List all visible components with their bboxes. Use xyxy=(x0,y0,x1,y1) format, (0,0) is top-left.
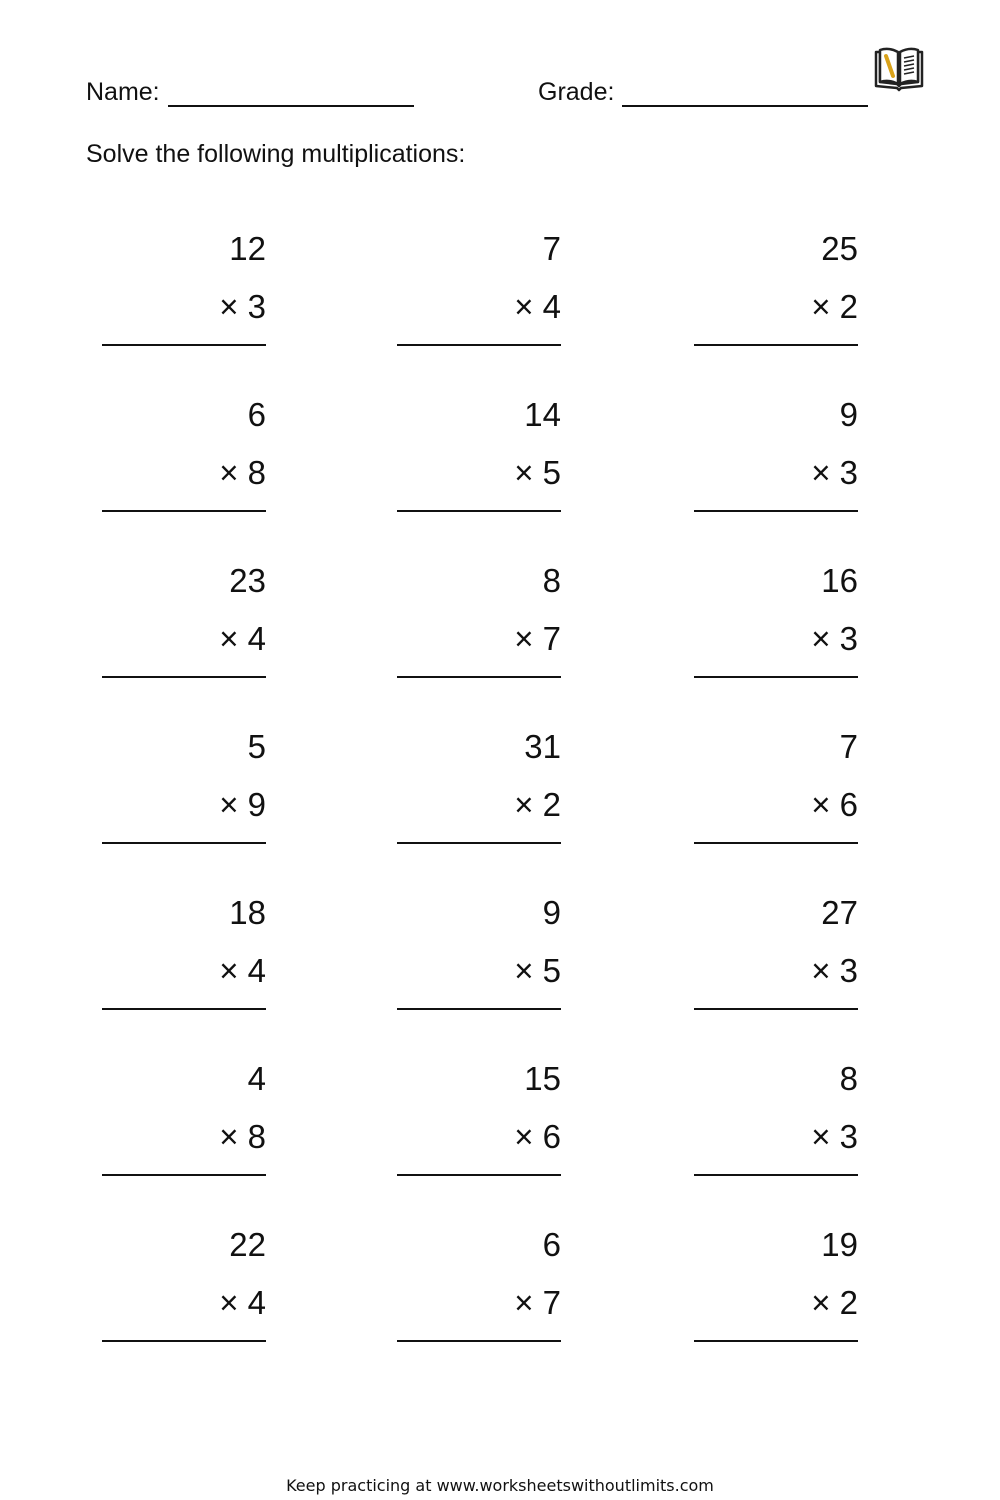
multiplicand: 31 xyxy=(524,728,561,765)
multiplier: × 4 xyxy=(219,620,266,657)
answer-line[interactable] xyxy=(694,510,858,512)
multiplicand: 6 xyxy=(247,396,266,433)
multiplier: × 9 xyxy=(219,786,266,823)
multiplicand: 27 xyxy=(821,894,858,931)
problem-4 xyxy=(102,386,266,526)
multiplier: × 2 xyxy=(514,786,561,823)
answer-line[interactable] xyxy=(102,676,266,678)
multiplicand: 9 xyxy=(542,894,561,931)
multiplicand: 12 xyxy=(229,230,266,267)
name-label: Name: xyxy=(86,78,160,106)
book-pencil-icon xyxy=(872,44,926,94)
answer-line[interactable] xyxy=(397,676,561,678)
problem-20 xyxy=(397,1216,561,1356)
problem-12 xyxy=(694,718,858,858)
multiplier: × 3 xyxy=(811,952,858,989)
answer-line[interactable] xyxy=(397,842,561,844)
answer-line[interactable] xyxy=(694,1008,858,1010)
name-input-line[interactable] xyxy=(168,81,414,107)
multiplicand: 4 xyxy=(247,1060,266,1097)
multiplier: × 3 xyxy=(219,288,266,325)
answer-line[interactable] xyxy=(397,1174,561,1176)
name-field xyxy=(86,78,414,107)
problem-19 xyxy=(102,1216,266,1356)
multiplicand: 22 xyxy=(229,1226,266,1263)
problem-15 xyxy=(694,884,858,1024)
answer-line[interactable] xyxy=(397,1340,561,1342)
multiplicand: 19 xyxy=(821,1226,858,1263)
answer-line[interactable] xyxy=(694,1174,858,1176)
answer-line[interactable] xyxy=(694,1340,858,1342)
multiplier: × 4 xyxy=(219,952,266,989)
multiplier: × 5 xyxy=(514,952,561,989)
problem-2 xyxy=(397,220,561,360)
grade-label: Grade: xyxy=(538,78,615,106)
multiplier: × 8 xyxy=(219,1118,266,1155)
instructions-text: Solve the following multiplications: xyxy=(86,140,466,168)
multiplicand: 23 xyxy=(229,562,266,599)
footer-text: Keep practicing at www.worksheetswithoutlimits.com xyxy=(286,1476,714,1495)
answer-line[interactable] xyxy=(102,1174,266,1176)
multiplicand: 7 xyxy=(839,728,858,765)
multiplicand: 16 xyxy=(821,562,858,599)
problem-5 xyxy=(397,386,561,526)
problem-1 xyxy=(102,220,266,360)
answer-line[interactable] xyxy=(397,510,561,512)
problem-14 xyxy=(397,884,561,1024)
multiplicand: 15 xyxy=(524,1060,561,1097)
problem-13 xyxy=(102,884,266,1024)
multiplier: × 3 xyxy=(811,620,858,657)
answer-line[interactable] xyxy=(102,510,266,512)
multiplicand: 25 xyxy=(821,230,858,267)
problem-9 xyxy=(694,552,858,692)
problem-11 xyxy=(397,718,561,858)
multiplicand: 5 xyxy=(247,728,266,765)
multiplier: × 4 xyxy=(219,1284,266,1321)
header-row xyxy=(86,78,886,114)
answer-line[interactable] xyxy=(694,676,858,678)
answer-line[interactable] xyxy=(102,344,266,346)
problem-8 xyxy=(397,552,561,692)
problem-7 xyxy=(102,552,266,692)
answer-line[interactable] xyxy=(397,1008,561,1010)
multiplier: × 6 xyxy=(811,786,858,823)
multiplier: × 2 xyxy=(811,1284,858,1321)
answer-line[interactable] xyxy=(102,1340,266,1342)
answer-line[interactable] xyxy=(694,842,858,844)
problem-17 xyxy=(397,1050,561,1190)
answer-line[interactable] xyxy=(102,842,266,844)
grade-field xyxy=(538,78,868,107)
multiplicand: 6 xyxy=(542,1226,561,1263)
problem-21 xyxy=(694,1216,858,1356)
multiplier: × 4 xyxy=(514,288,561,325)
problem-18 xyxy=(694,1050,858,1190)
multiplier: × 3 xyxy=(811,1118,858,1155)
multiplicand: 7 xyxy=(542,230,561,267)
multiplier: × 2 xyxy=(811,288,858,325)
problem-16 xyxy=(102,1050,266,1190)
multiplier: × 7 xyxy=(514,1284,561,1321)
problem-6 xyxy=(694,386,858,526)
grade-input-line[interactable] xyxy=(622,81,868,107)
multiplicand: 14 xyxy=(524,396,561,433)
multiplier: × 7 xyxy=(514,620,561,657)
multiplier: × 5 xyxy=(514,454,561,491)
multiplier: × 6 xyxy=(514,1118,561,1155)
multiplicand: 8 xyxy=(542,562,561,599)
multiplicand: 9 xyxy=(839,396,858,433)
answer-line[interactable] xyxy=(694,344,858,346)
answer-line[interactable] xyxy=(397,344,561,346)
answer-line[interactable] xyxy=(102,1008,266,1010)
multiplicand: 18 xyxy=(229,894,266,931)
problem-3 xyxy=(694,220,858,360)
multiplier: × 8 xyxy=(219,454,266,491)
problem-10 xyxy=(102,718,266,858)
multiplier: × 3 xyxy=(811,454,858,491)
multiplicand: 8 xyxy=(839,1060,858,1097)
